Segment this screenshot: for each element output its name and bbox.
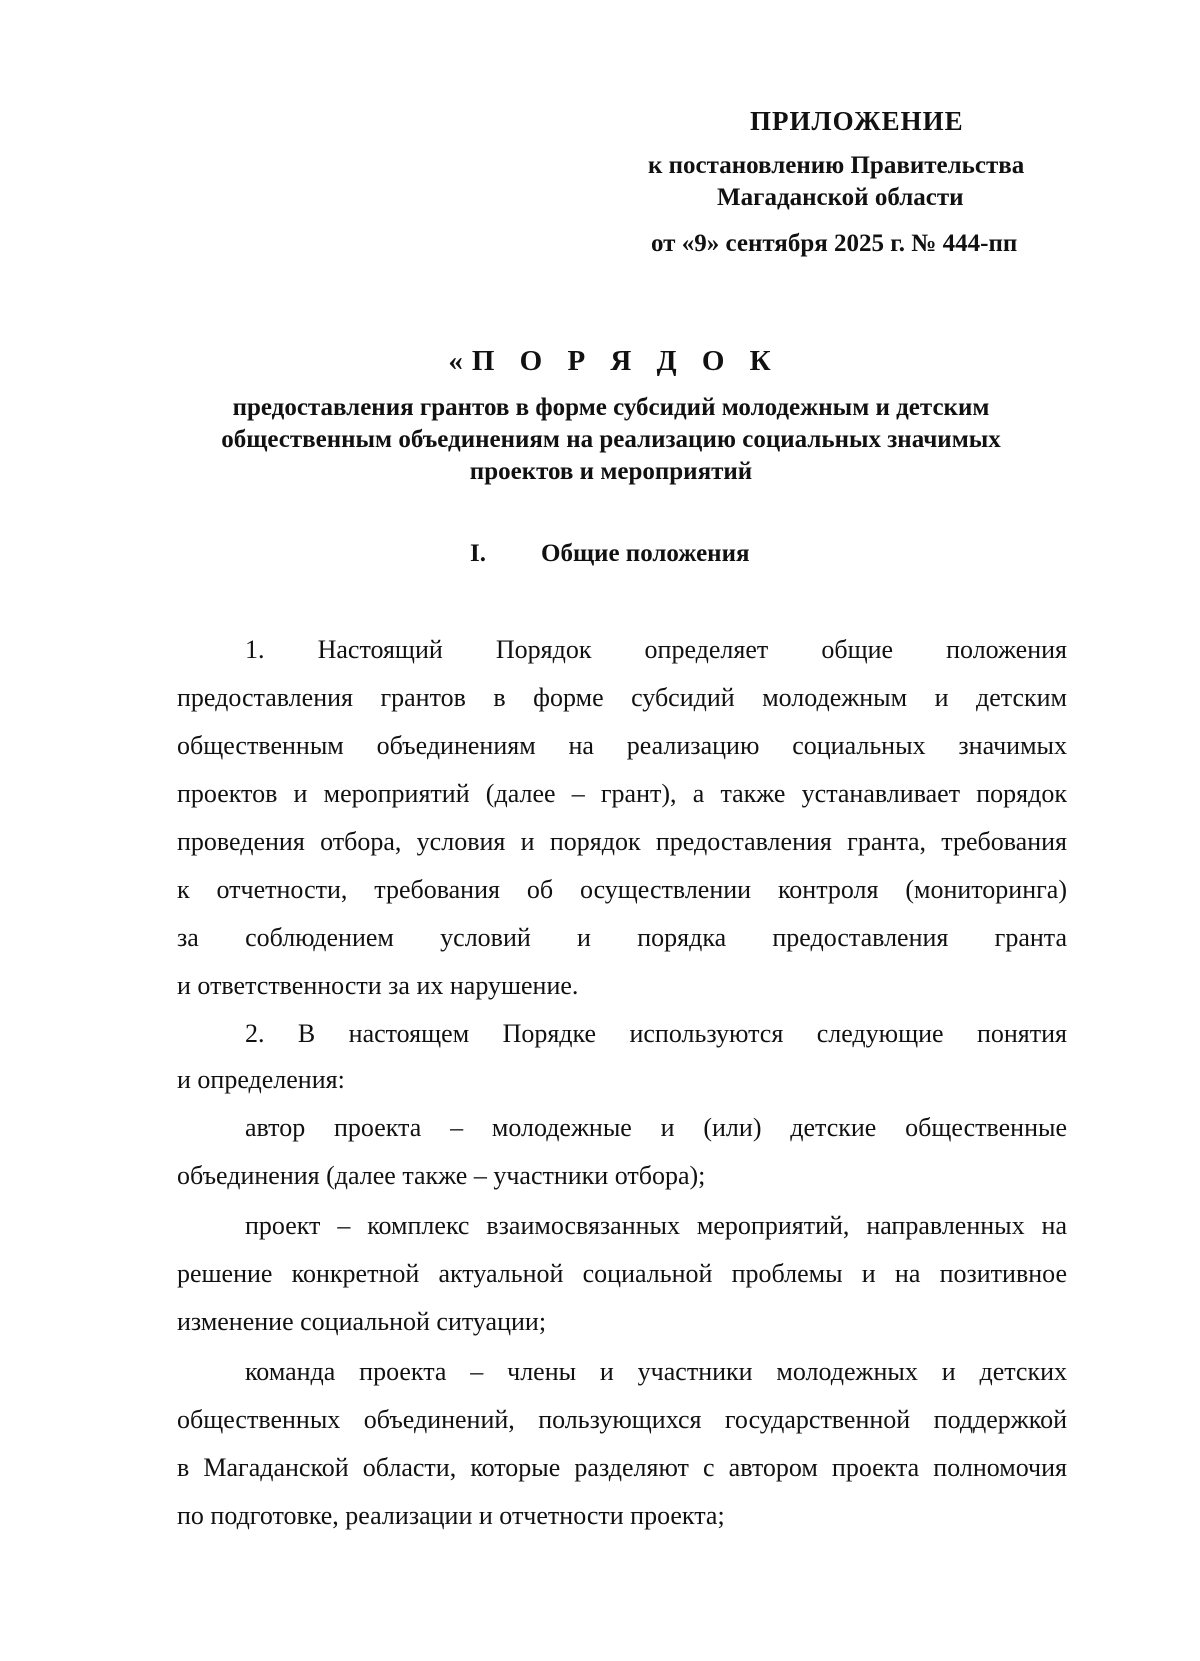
- paragraph-line: объединения (далее также – участники отбора);: [177, 1161, 706, 1190]
- section-title: Общие положения: [541, 540, 750, 567]
- paragraph-line: изменение социальной ситуации;: [177, 1307, 547, 1336]
- resolution-reference: к постановлению Правительства: [648, 152, 1025, 179]
- document-subtitle-line: предоставления грантов в форме субсидий молодежным и детским: [232, 394, 990, 421]
- paragraph-line: за соблюдением условий и порядка предоставления гранта: [177, 923, 1067, 952]
- paragraph-line: 1. Настоящий Порядок определяет общие положения: [245, 635, 1067, 664]
- section-number: I.: [470, 540, 486, 567]
- paragraph-line: и ответственности за их нарушение.: [177, 971, 579, 1000]
- paragraph-line: решение конкретной актуальной социальной проблемы и на позитивное: [177, 1259, 1067, 1288]
- document-subtitle-line: проектов и мероприятий: [469, 458, 753, 485]
- paragraph-line: проект – комплекс взаимосвязанных мероприятий, направленных на: [245, 1211, 1067, 1240]
- paragraph-line: 2. В настоящем Порядке используются следующие понятия: [245, 1019, 1067, 1048]
- paragraph-line: команда проекта – члены и участники молодежных и детских: [245, 1357, 1067, 1386]
- document-title: «П О Р Я Д О К: [448, 345, 780, 377]
- paragraph-line: и определения:: [177, 1065, 345, 1094]
- paragraph-line: по подготовке, реализации и отчетности проекта;: [177, 1501, 725, 1530]
- paragraph-line: автор проекта – молодежные и (или) детские общественные: [245, 1113, 1067, 1142]
- resolution-date-number: от «9» сентября 2025 г. № 444-пп: [651, 230, 1018, 257]
- paragraph-line: проведения отбора, условия и порядок предоставления гранта, требования: [177, 827, 1067, 856]
- appendix-title: ПРИЛОЖЕНИЕ: [750, 106, 964, 136]
- paragraph-line: общественных объединений, пользующихся государственной поддержкой: [177, 1405, 1067, 1434]
- paragraph-line: общественным объединениям на реализацию социальных значимых: [177, 731, 1067, 760]
- region-name: Магаданской области: [717, 184, 964, 211]
- paragraph-line: предоставления грантов в форме субсидий молодежным и детским: [177, 683, 1067, 712]
- document-subtitle-line: общественным объединениям на реализацию социальных значимых: [221, 426, 1001, 453]
- paragraph-line: в Магаданской области, которые разделяют с автором проекта полномочия: [177, 1453, 1067, 1482]
- paragraph-line: проектов и мероприятий (далее – грант), а также устанавливает порядок: [177, 779, 1067, 808]
- paragraph-line: к отчетности, требования об осуществлении контроля (мониторинга): [177, 875, 1067, 904]
